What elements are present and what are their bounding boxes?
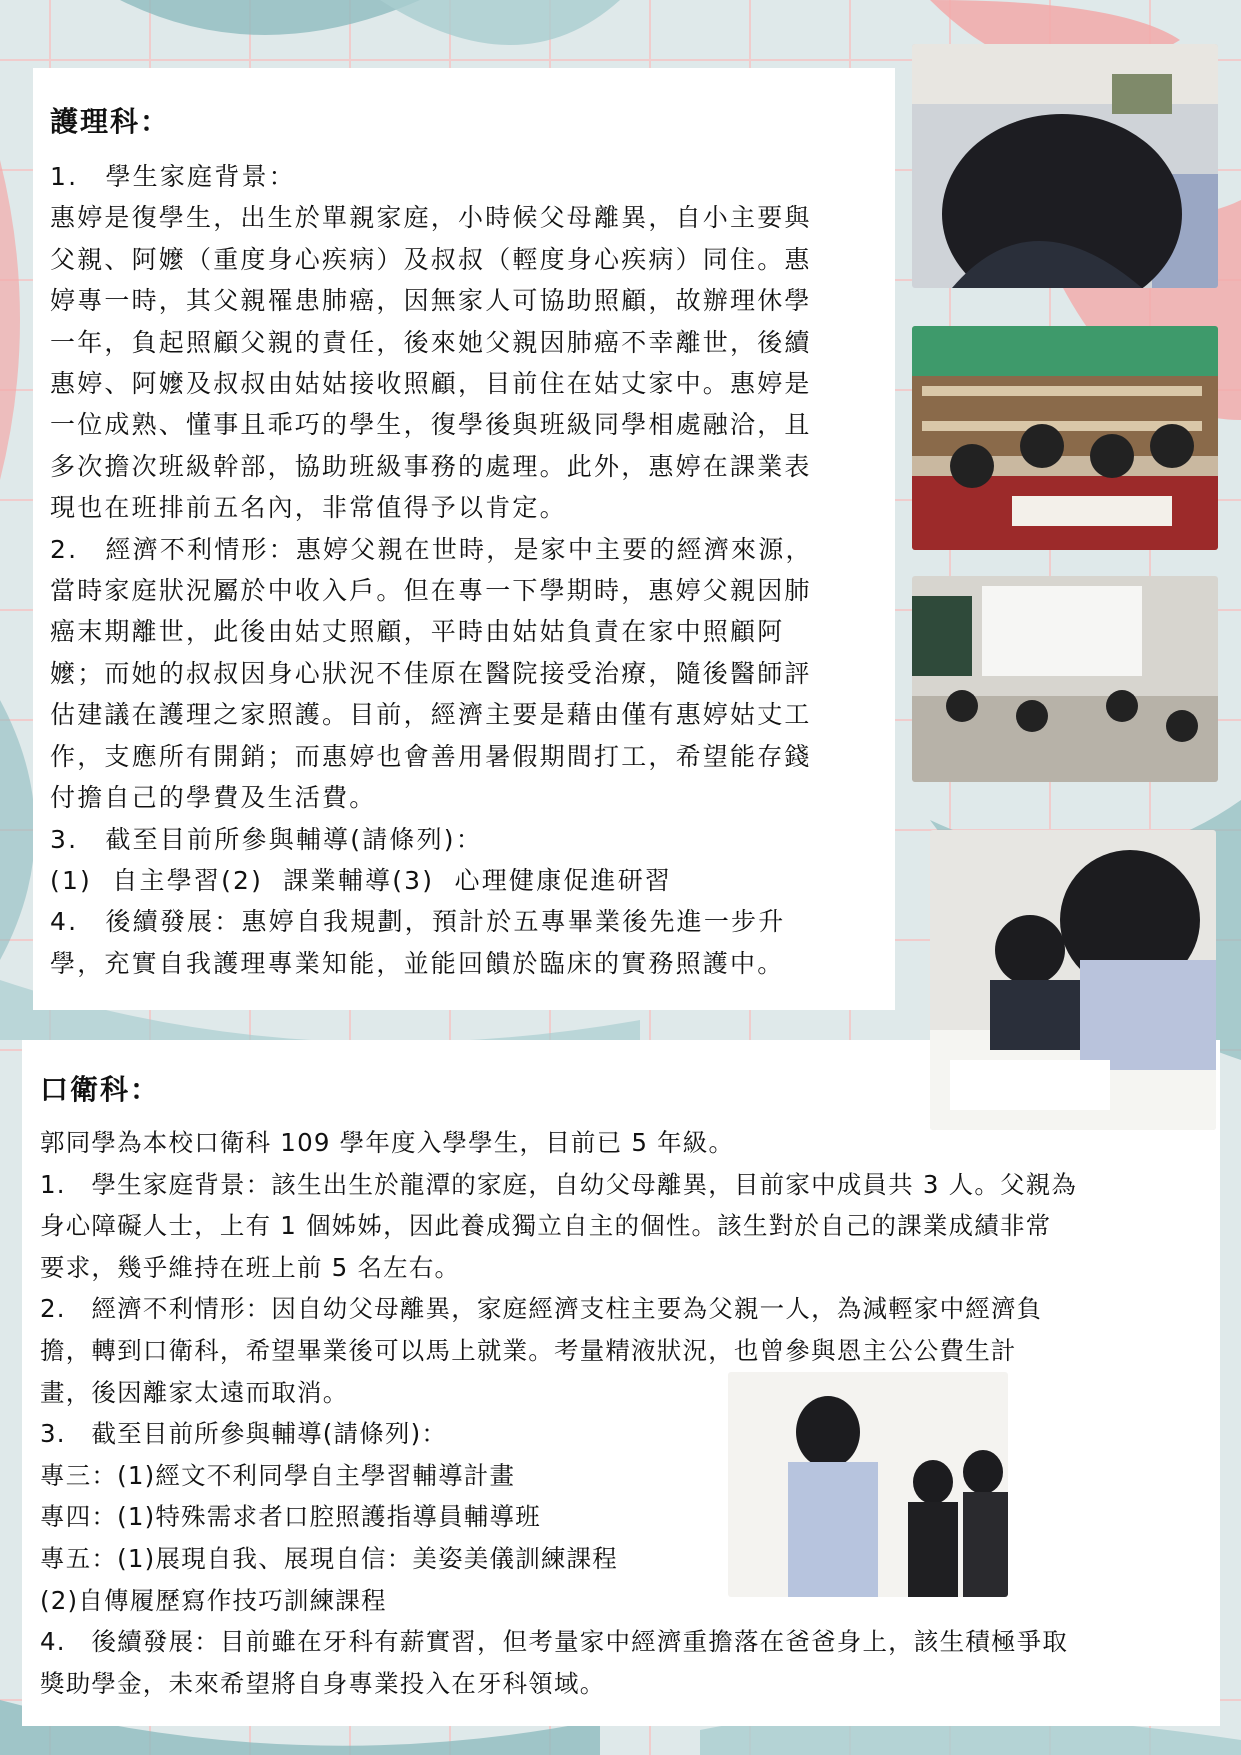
photo-lecture-room (912, 576, 1218, 782)
nursing-line: 婷專一時，其父親罹患肺癌，因無家人可協助照顧，故辦理休學 (50, 286, 812, 316)
dental-title: 口衛科： (40, 1073, 161, 1106)
dental-line: (2)自傳履歷寫作技巧訓練課程 (40, 1585, 387, 1615)
dental-line: 3. 截至目前所參與輔導(請條列)： (40, 1419, 448, 1449)
nursing-line: 現也在班排前五名內，非常值得予以肯定。 (50, 493, 567, 523)
nursing-line: 作，支應所有開銷；而惠婷也會善用暑假期間打工，希望能存錢 (50, 741, 812, 771)
nursing-line: 癌末期離世，此後由姑丈照顧，平時由姑姑負責在家中照顧阿 (50, 617, 785, 647)
nursing-line: (1) 自主學習(2) 課業輔導(3) 心理健康促進研習 (50, 865, 673, 895)
dental-line: 畫，後因離家太遠而取消。 (40, 1377, 349, 1407)
nursing-line: 學，充實自我護理專業知能，並能回饋於臨床的實務照護中。 (50, 948, 785, 978)
nursing-line: 惠婷是復學生，出生於單親家庭，小時候父母離異，自小主要與 (50, 203, 812, 233)
nursing-line: 付擔自己的學費及生活費。 (50, 783, 377, 813)
dental-line: 要求，幾乎維持在班上前 5 名左右。 (40, 1252, 461, 1282)
nursing-line: 一位成熟、懂事且乖巧的學生，復學後與班級同學相處融洽，且 (50, 410, 812, 440)
nursing-line: 1. 學生家庭背景： (50, 162, 296, 191)
nursing-line: 嬤；而她的叔叔因身心狀況不佳原在醫院接受治療，隨後醫師評 (50, 658, 812, 688)
nursing-line: 一年，負起照顧父親的責任，後來她父親因肺癌不幸離世，後續 (50, 327, 812, 357)
dental-line: 專五：(1)展現自我、展現自信：美姿美儀訓練課程 (40, 1543, 619, 1573)
nursing-text (50, 156, 880, 984)
nursing-line: 惠婷、阿嬤及叔叔由姑姑接收照顧，目前住在姑丈家中。惠婷是 (50, 369, 812, 399)
dental-line: 2. 經濟不利情形：因自幼父母離異，家庭經濟支柱主要為父親一人，為減輕家中經濟負 (40, 1294, 1043, 1324)
nursing-line: 4. 後續發展：惠婷自我規劃，預計於五專畢業後先進一步升 (50, 907, 786, 937)
dental-line: 身心障礙人士，上有 1 個姊姊，因此養成獨立自主的個性。該生對於自己的課業成績非常 (40, 1211, 1052, 1241)
dental-line: 獎助學金，未來希望將自身專業投入在牙科領域。 (40, 1668, 606, 1698)
dental-line: 郭同學為本校口衛科 109 學年度入學學生，目前已 5 年級。 (40, 1128, 735, 1157)
nursing-title: 護理科： (50, 105, 171, 138)
dental-line: 4. 後續發展：目前雖在牙科有薪實習，但考量家中經濟重擔落在爸爸身上，該生積極爭取 (40, 1627, 1069, 1657)
dental-line: 擔，轉到口衛科，希望畢業後可以馬上就業。考量精液狀況，也曾參與恩主公公費生計 (40, 1335, 1017, 1365)
nursing-line: 2. 經濟不利情形：惠婷父親在世時，是家中主要的經濟來源， (50, 534, 813, 564)
nursing-line: 3. 截至目前所參與輔導(請條列)： (50, 824, 483, 854)
dental-text (40, 1122, 1220, 1704)
nursing-line: 當時家庭狀況屬於中收入戶。但在專一下學期時，惠婷父親因肺 (50, 576, 812, 606)
dental-line: 專四：(1)特殊需求者口腔照護指導員輔導班 (40, 1502, 541, 1532)
photo-student-writing (930, 830, 1216, 1130)
photo-classroom-activity (912, 326, 1218, 550)
nursing-line: 多次擔次班級幹部，協助班級事務的處理。此外，惠婷在課業表 (50, 451, 812, 481)
dental-line: 專三：(1)經文不利同學自主學習輔導計畫 (40, 1460, 516, 1490)
nursing-line: 父親、阿嬤（重度身心疾病）及叔叔（輕度身心疾病）同住。惠 (50, 244, 812, 274)
nursing-line: 估建議在護理之家照護。目前，經濟主要是藉由僅有惠婷姑丈工 (50, 700, 812, 730)
dental-line: 1. 學生家庭背景：該生出生於龍潭的家庭，自幼父母離異，目前家中成員共 3 人。父親為 (40, 1169, 1078, 1199)
photo-student-studying (912, 44, 1218, 288)
